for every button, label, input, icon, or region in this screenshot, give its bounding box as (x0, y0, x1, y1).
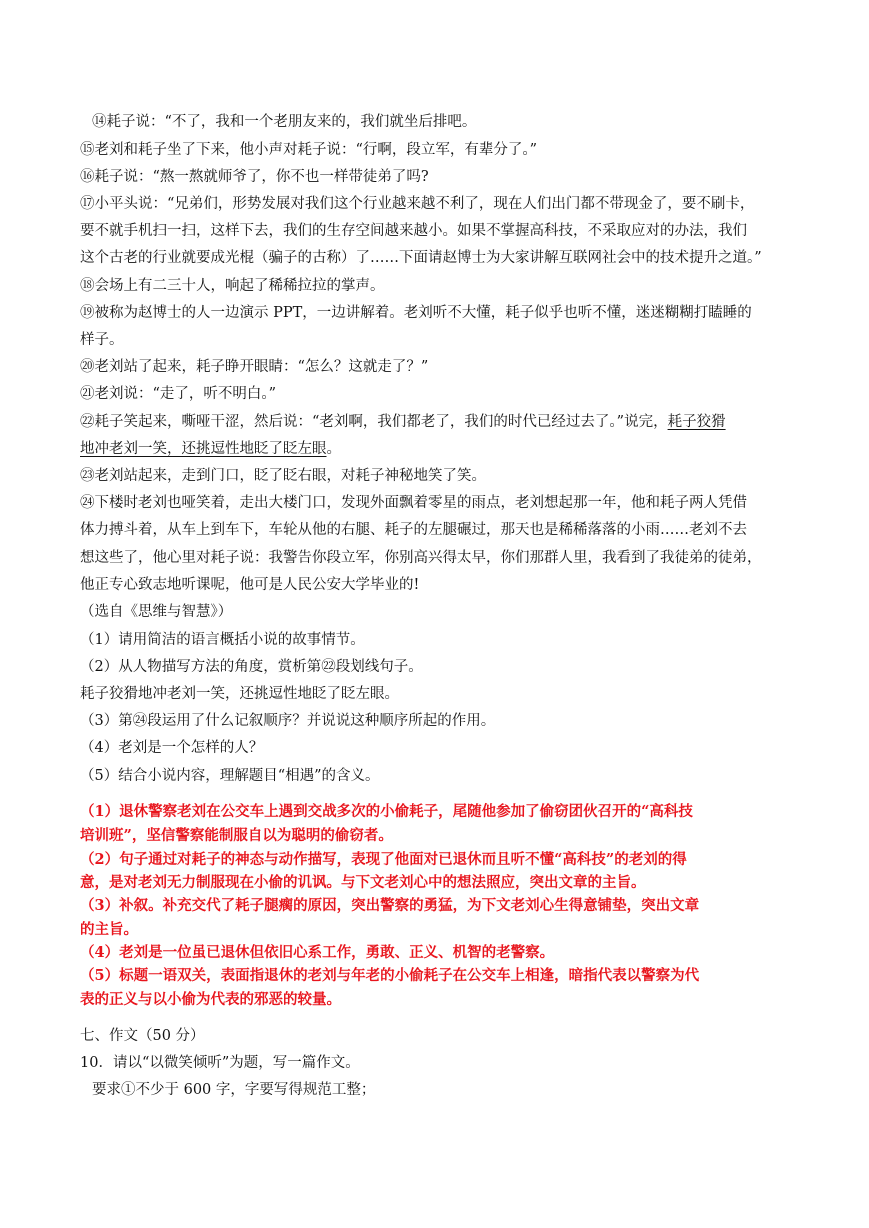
underlined-sentence: 耗子狡猾 (667, 414, 726, 430)
composition-requirement: 要求①不少于 600 字，字要写得规范工整； (92, 1082, 376, 1098)
story-paragraph: ⑱会场上有二三十人，响起了稀稀拉拉的掌声。 (80, 278, 385, 294)
story-paragraph: ㉓老刘站起来，走到门口，眨了眨右眼，对耗子神秘地笑了笑。 (80, 468, 486, 484)
question: （1）请用简洁的语言概括小说的故事情节。 (80, 632, 365, 648)
composition-task: 10．请以“以微笑倾听”为题，写一篇作文。 (80, 1055, 360, 1071)
question-quote: 耗子狡猾地冲老刘一笑，还挑逗性地眨了眨左眼。 (80, 686, 399, 702)
answer: 表的正义与以小偷为代表的邪恶的较量。 (80, 991, 341, 1008)
answer: 的主旨。 (80, 921, 138, 938)
story-paragraph: ㉑老刘说：“走了，听不明白。” (80, 386, 277, 402)
answer: 意，是对老刘无力制服现在小偷的讥讽。与下文老刘心中的想法照应，突出文章的主旨。 (80, 874, 646, 891)
story-paragraph: ⑯耗子说：“熬一熬就师爷了，你不也一样带徒弟了吗? (80, 169, 429, 185)
story-paragraph: ⑳老刘站了起来，耗子睁开眼睛：“怎么？这就走了？” (80, 359, 429, 375)
source-note: （选自《思维与智慧》） (80, 604, 233, 620)
answer: 培训班”，坚信警察能制服自以为聪明的偷窃者。 (80, 827, 393, 844)
answer: （4）老刘是一位虽已退休但依旧心系工作，勇敢、正义、机智的老警察。 (80, 944, 555, 961)
answer: （5）标题一语双关，表面指退休的老刘与年老的小偷耗子在公交车上相逢，暗指代表以警察为代 (80, 967, 700, 984)
story-paragraph-22: ㉒耗子笑起来，嘶哑干涩，然后说：“老刘啊，我们都老了，我们的时代已经过去了。”说完，耗子狡猾 (80, 414, 726, 430)
answer: （3）补叙。补充交代了耗子腿瘸的原因，突出警察的勇猛，为下文老刘心生得意铺垫，突出文章 (80, 897, 700, 914)
story-paragraph: ⑰小平头说：“兄弟们，形势发展对我们这个行业越来越不利了，现在人们出门都不带现金了，要不刷卡， (80, 196, 755, 212)
story-paragraph: 要不就手机扫一扫，这样下去，我们的生存空间越来越小。如果不掌握高科技，不采取应对的办法，我们 (80, 223, 747, 239)
section-heading: 七、作文（50 分） (80, 1028, 205, 1044)
story-paragraph: ⑭耗子说：“不了，我和一个老朋友来的，我们就坐后排吧。 (92, 114, 477, 130)
answer: （2）句子通过对耗子的神态与动作描写，表现了他面对已退休而且听不懂“高科技”的老刘的得 (80, 851, 687, 868)
question: （3）第㉔段运用了什么记叙顺序？并说说这种顺序所起的作用。 (80, 713, 496, 729)
question: （5）结合小说内容，理解题目“相遇”的含义。 (80, 768, 380, 784)
story-paragraph: 想这些了，他心里对耗子说：我警告你段立军，你别高兴得太早，你们那群人里，我看到了我徒弟的徒弟， (80, 550, 762, 566)
story-paragraph: ㉔下楼时老刘也哑笑着，走出大楼门口，发现外面飘着零星的雨点，老刘想起那一年，他和耗子两人凭借 (80, 495, 747, 511)
question: （2）从人物描写方法的角度，赏析第㉒段划线句子。 (80, 659, 423, 675)
story-paragraph: 他正专心致志地听课呢，他可是人民公安大学毕业的! (80, 577, 420, 593)
story-paragraph: ⑮老刘和耗子坐了下来，他小声对耗子说：“行啊，段立军，有辈分了。” (80, 142, 538, 158)
story-paragraph: 体力搏斗着，从车上到车下，车轮从他的右腿、耗子的左腿碾过，那天也是稀稀落落的小雨……老刘不去 (80, 522, 747, 538)
question: （4）老刘是一个怎样的人？ (80, 740, 264, 756)
story-paragraph: ⑲被称为赵博士的人一边演示 PPT，一边讲解着。老刘听不大懂，耗子似乎也听不懂，迷迷糊糊打瞌睡的 (80, 305, 752, 321)
answer: （1）退休警察老刘在公交车上遇到交战多次的小偷耗子，尾随他参加了偷窃团伙召开的“高科技 (80, 803, 693, 820)
story-paragraph-22-cont: 地冲老刘一笑，还挑逗性地眨了眨左眼。 (80, 441, 341, 457)
story-paragraph: 样子。 (80, 332, 124, 348)
story-paragraph: 这个古老的行业就要成光棍（骗子的古称）了……下面请赵博士为大家讲解互联网社会中的技术提升之道。” (80, 250, 762, 266)
underlined-sentence: 地冲老刘一笑，还挑逗性地眨了眨左眼 (80, 441, 327, 457)
